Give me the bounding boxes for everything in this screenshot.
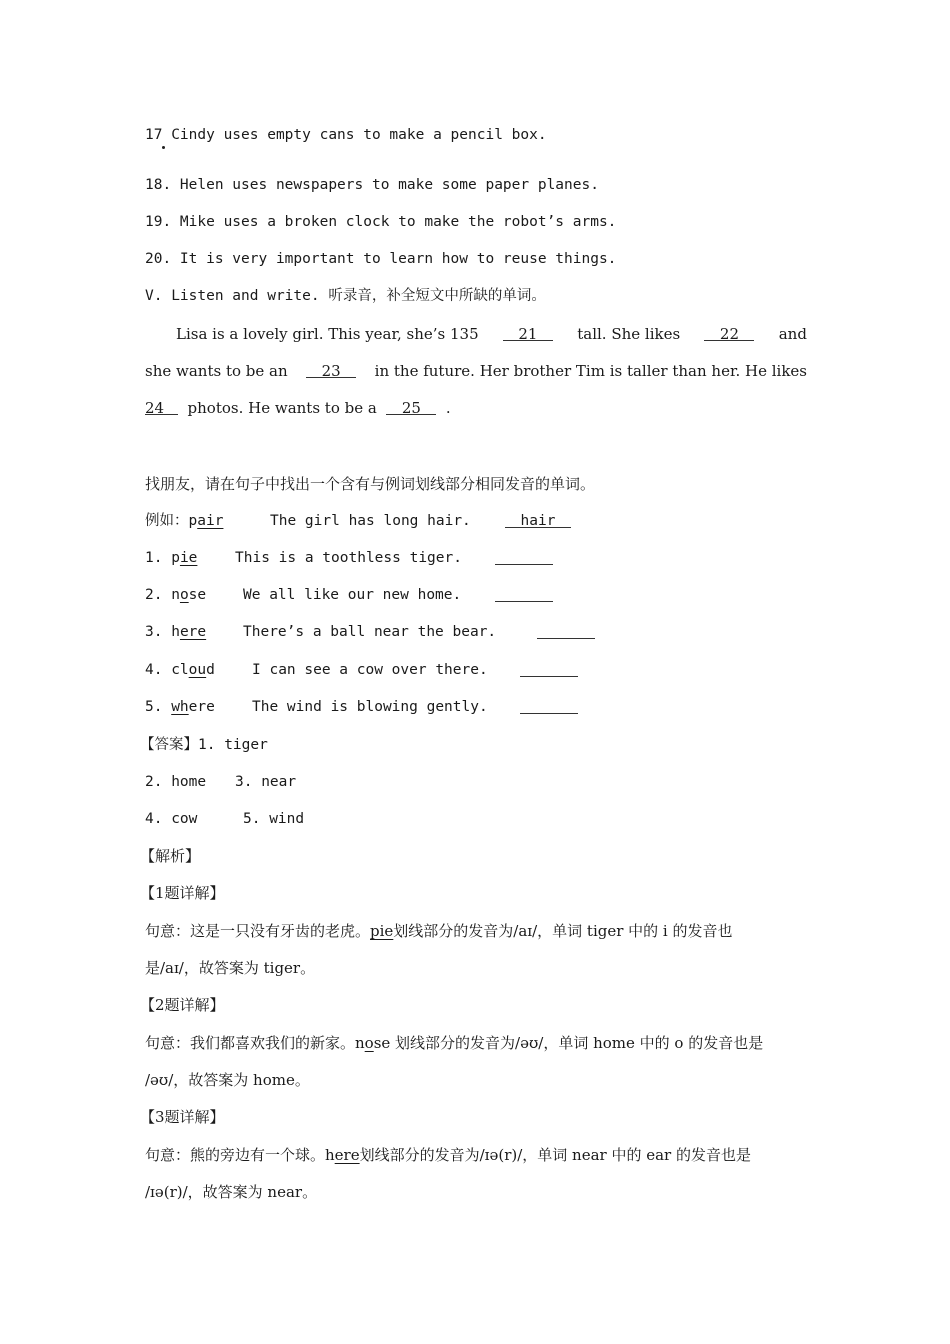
answer-3: 3. near (235, 774, 297, 790)
item-number: 1. (145, 550, 163, 566)
detail-text: se 划线部分的发音为/əʊ/，单词 home 中的 o 的发音也是 (373, 1034, 764, 1052)
phonics-instruction: 找朋友，请在句子中找出一个含有与例词划线部分相同发音的单词。 (145, 475, 596, 493)
phonics-item-3 (145, 622, 497, 642)
item-word-underlined: ou (188, 662, 207, 678)
blank-22: 22 (704, 324, 754, 341)
item-word-underlined: o (179, 587, 189, 603)
item-sentence: There’s a ball near the bear. (243, 624, 497, 640)
blank-23: 23 (306, 361, 356, 378)
detail-text: 句意：我们都喜欢我们的新家。n (145, 1034, 365, 1052)
detail-3-line-1 (145, 1145, 751, 1165)
detail-text: 划线部分的发音为/aɪ/，单词 tiger 中的 i 的发音也 (393, 922, 733, 940)
answer-5: 5. wind (243, 811, 305, 827)
item-word-underlined: ere (179, 624, 207, 640)
detail-underlined: ere (334, 1146, 360, 1164)
section-v-heading: V. Listen and write. 听录音，补全短文中所缺的单词。 (145, 288, 546, 304)
detail-2-line-1 (145, 1033, 763, 1053)
passage-text: in the future. Her brother Tim is taller than her. He likes (374, 362, 807, 380)
question-17: 17 Cindy uses empty cans to make a pencil box. (145, 127, 547, 143)
example-answer: hair (505, 511, 571, 528)
phonics-item-4 (145, 660, 488, 680)
item-sentence: The wind is blowing gently. (252, 699, 488, 715)
passage-text: photos. He wants to be a (187, 399, 377, 417)
blank-21: 21 (503, 324, 553, 341)
question-19: 19. Mike uses a broken clock to make the robot’s arms. (145, 214, 617, 230)
phonics-item-2 (145, 585, 462, 605)
item-number: 4. (145, 662, 163, 678)
analysis-label: 【解析】 (140, 847, 201, 865)
answers-row-2 (145, 772, 297, 792)
item-number: 3. (145, 624, 163, 640)
example-prefix: 例如： (145, 513, 189, 529)
detail-underlined: pie (370, 922, 394, 940)
answer-blank-4[interactable] (520, 660, 578, 677)
item-word: se (188, 587, 207, 603)
answer-4: 4. cow (145, 811, 198, 827)
item-word: p (171, 550, 180, 566)
item-word-underlined: wh (171, 699, 189, 715)
detail-2-title: 【2题详解】 (140, 996, 225, 1014)
bullet-dot (162, 146, 165, 149)
detail-text: 划线部分的发音为/ɪə(r)/，单词 near 中的 ear 的发音也是 (359, 1146, 751, 1164)
item-sentence: We all like our new home. (243, 587, 462, 603)
item-number: 2. (145, 587, 163, 603)
passage-text: . (445, 399, 451, 417)
question-18: 18. Helen uses newspapers to make some paper planes. (145, 177, 599, 193)
detail-1-line-1 (145, 921, 733, 941)
item-word: ere (188, 699, 215, 715)
answer-blank-2[interactable] (495, 585, 553, 602)
passage-text: tall. She likes (577, 325, 681, 343)
passage-text: she wants to be an (145, 362, 288, 380)
blank-25: 25 (386, 398, 436, 415)
item-sentence: This is a toothless tiger. (235, 550, 462, 566)
detail-3-title: 【3题详解】 (140, 1108, 225, 1126)
passage-text: Lisa is a lovely girl. This year, she’s 135 (176, 325, 479, 343)
answer-blank-3[interactable] (537, 622, 595, 639)
phonics-item-5 (145, 697, 488, 717)
answers-label: 【答案】 (140, 737, 198, 753)
answer-1: 1. tiger (198, 737, 268, 753)
example-word-underlined: air (197, 513, 224, 529)
item-sentence: I can see a cow over there. (252, 662, 488, 678)
blank-24: 24 (145, 398, 178, 415)
item-word-underlined: ie (179, 550, 198, 566)
item-word: cl (171, 662, 189, 678)
example-sentence: The girl has long hair. (270, 513, 471, 529)
detail-2-line-2: /əʊ/，故答案为 home。 (145, 1071, 310, 1089)
detail-text: 句意：这是一只没有牙齿的老虎。 (145, 922, 371, 940)
answer-blank-5[interactable] (520, 697, 578, 714)
detail-underlined: o (364, 1034, 374, 1052)
passage-text: and (778, 325, 807, 343)
example-row (145, 511, 556, 531)
detail-text: 句意：熊的旁边有一个球。h (145, 1146, 335, 1164)
item-word: n (171, 587, 180, 603)
answer-blank-1[interactable] (495, 548, 553, 565)
item-number: 5. (145, 699, 163, 715)
question-20: 20. It is very important to learn how to reuse things. (145, 251, 617, 267)
answers-row-1 (140, 735, 268, 755)
answers-row-3 (145, 809, 305, 829)
item-word: h (171, 624, 180, 640)
passage-line-1 (145, 324, 807, 344)
passage-line-2 (145, 361, 807, 381)
example-word: p (188, 513, 198, 529)
detail-1-title: 【1题详解】 (140, 884, 225, 902)
answer-2: 2. home (145, 774, 207, 790)
detail-1-line-2: 是/aɪ/，故答案为 tiger。 (145, 959, 316, 977)
phonics-item-1 (145, 548, 462, 568)
detail-3-line-2: /ɪə(r)/，故答案为 near。 (145, 1183, 318, 1201)
item-word: d (206, 662, 215, 678)
passage-line-3 (145, 398, 451, 418)
